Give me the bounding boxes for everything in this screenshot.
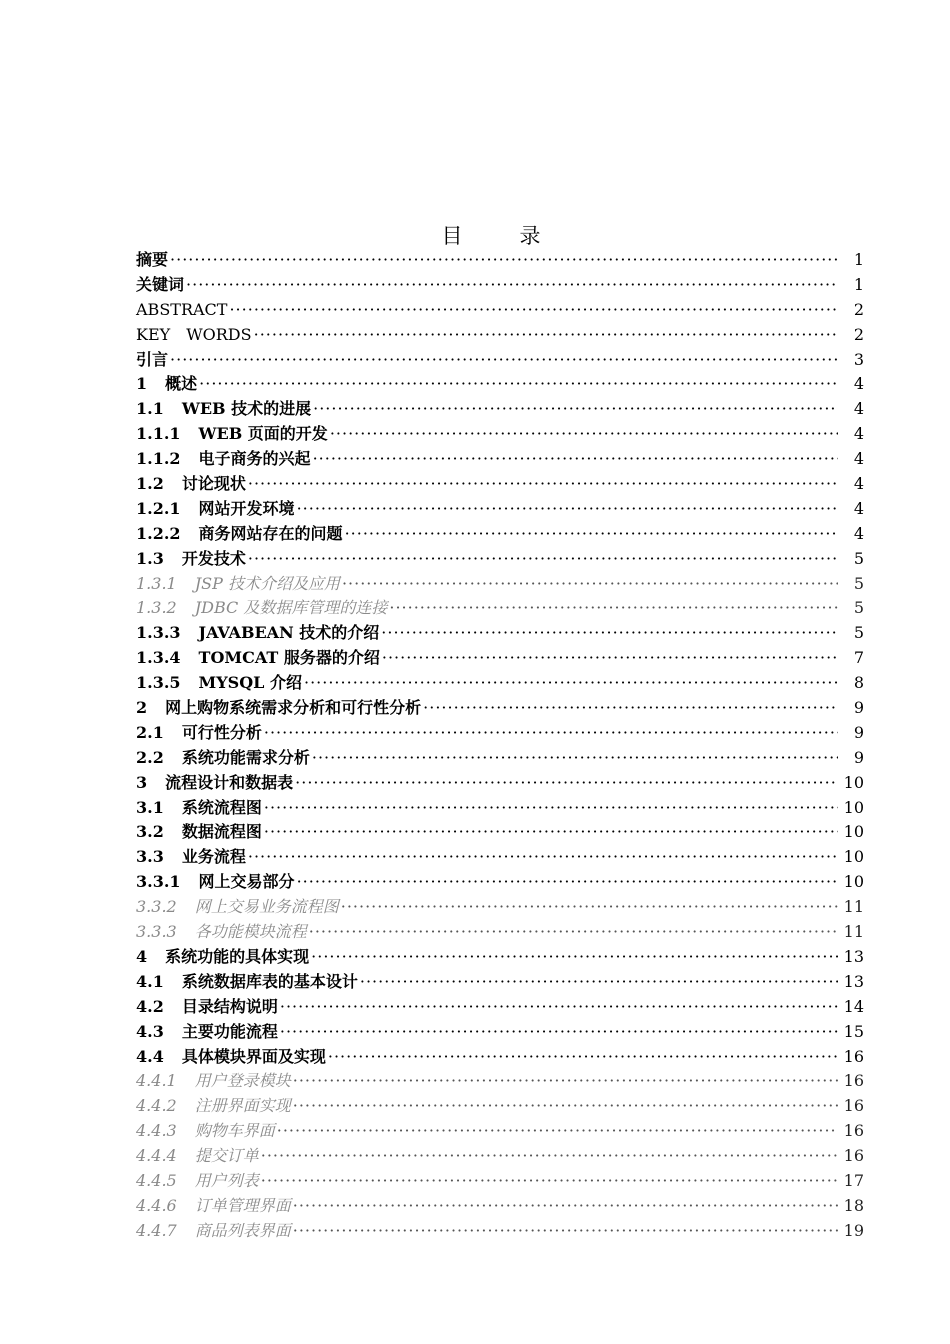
- toc-entry-number: 1.3.3: [136, 623, 181, 643]
- toc-leader-dots: [423, 696, 838, 721]
- toc-entry-number: 2.1: [136, 722, 164, 742]
- toc-entry-page-number: 2: [853, 324, 864, 344]
- toc-leader-dots: [293, 1194, 838, 1219]
- toc-entry-label: 引言: [136, 349, 169, 369]
- toc-leader-dots: [280, 995, 838, 1020]
- toc-entry-number: 3.3.3: [136, 922, 177, 942]
- toc-entry-number: 4.4.6: [136, 1195, 177, 1215]
- toc-entry-label: WEB 页面的开发: [198, 424, 328, 444]
- toc-entry-label: 网上交易业务流程图: [194, 897, 339, 917]
- toc-entry-number: 1: [136, 374, 148, 394]
- toc-leader-dots: [186, 273, 838, 298]
- toc-leader-dots: [341, 895, 838, 920]
- toc-leader-dots: [381, 621, 838, 646]
- toc-entry-page-number: 9: [853, 722, 864, 742]
- toc-entry-page-number: 1: [853, 274, 864, 294]
- toc-entry-label: 开发技术: [181, 548, 246, 568]
- toc-entry-page-number: 14: [843, 996, 864, 1016]
- toc-leader-dots: [313, 397, 838, 422]
- toc-entry-page-number: 4: [853, 424, 864, 444]
- toc-entry-page-number: 15: [843, 1021, 864, 1041]
- toc-entry-page-number: 10: [843, 847, 864, 867]
- toc-entry[interactable]: [136, 646, 864, 671]
- toc-entry-page-number: 4: [853, 399, 864, 419]
- toc-entry-page-number: 8: [853, 673, 864, 693]
- toc-leader-dots: [309, 920, 838, 945]
- toc-entry-page-number: 3: [853, 349, 864, 369]
- toc-entry-label: 网上交易部分: [198, 872, 295, 892]
- toc-entry-label: MYSQL 介绍: [198, 673, 302, 693]
- toc-leader-dots: [248, 845, 838, 870]
- toc-entry[interactable]: [136, 497, 864, 522]
- toc-leader-dots: [328, 1045, 838, 1070]
- toc-entry-number: 1.3.2: [136, 598, 177, 618]
- toc-entry-label: 业务流程: [181, 847, 246, 867]
- toc-leader-dots: [199, 372, 838, 397]
- toc-entry-label: 订单管理界面: [194, 1195, 291, 1215]
- toc-entry-page-number: 5: [853, 548, 864, 568]
- toc-entry-page-number: 1: [853, 250, 864, 269]
- toc-entry-number: 1.3: [136, 548, 164, 568]
- toc-leader-dots: [248, 547, 838, 572]
- toc-entry-page-number: 2: [853, 299, 864, 319]
- toc-entry-page-number: 16: [843, 1071, 864, 1091]
- toc-leader-dots: [293, 1069, 838, 1094]
- toc-entry-number: 4.1: [136, 971, 164, 991]
- toc-entry[interactable]: [136, 323, 864, 348]
- toc-entry-label: 讨论现状: [181, 474, 246, 494]
- toc-entry[interactable]: [136, 596, 864, 621]
- toc-entry-page-number: 16: [843, 1146, 864, 1166]
- toc-entry[interactable]: [136, 845, 864, 870]
- toc-entry[interactable]: [136, 1020, 864, 1045]
- toc-entry[interactable]: [136, 372, 864, 397]
- toc-entry-number: 3.3: [136, 847, 164, 867]
- toc-entry-page-number: 4: [853, 523, 864, 543]
- toc-entry-page-number: 10: [843, 772, 864, 792]
- toc-entry[interactable]: [136, 895, 864, 920]
- toc-entry-label: 关键词: [136, 274, 185, 294]
- toc-entry-label: 流程设计和数据表: [165, 772, 294, 792]
- toc-leader-dots: [389, 596, 838, 621]
- toc-leader-dots: [170, 348, 838, 373]
- toc-entry-number: 1.1.1: [136, 424, 181, 444]
- toc-entry-label: 用户登录模块: [194, 1071, 291, 1091]
- toc-entry-page-number: 11: [843, 897, 864, 917]
- toc-entry-label: JDBC 及数据库管理的连接: [194, 598, 388, 618]
- toc-entry-number: 4: [136, 946, 148, 966]
- toc-entry[interactable]: [136, 298, 864, 323]
- toc-entry[interactable]: [136, 348, 864, 373]
- toc-entry-number: 1.1.2: [136, 449, 181, 469]
- toc-leader-dots: [293, 1094, 838, 1119]
- toc-entry[interactable]: [136, 995, 864, 1020]
- toc-leader-dots: [264, 721, 838, 746]
- toc-entry-page-number: 7: [853, 648, 864, 668]
- toc-leader-dots: [254, 323, 838, 348]
- toc-entry-page-number: 13: [843, 971, 864, 991]
- toc-entry[interactable]: [136, 422, 864, 447]
- toc-entry-page-number: 10: [843, 872, 864, 892]
- toc-entry[interactable]: [136, 273, 864, 298]
- toc-entry-number: 4.4.5: [136, 1170, 177, 1190]
- toc-entry[interactable]: [136, 696, 864, 721]
- toc-entry[interactable]: [136, 945, 864, 970]
- toc-leader-dots: [313, 447, 838, 472]
- toc-entry-page-number: 19: [843, 1220, 864, 1240]
- toc-entry-page-number: 10: [843, 822, 864, 842]
- toc-entry-number: 1.2.1: [136, 498, 181, 518]
- toc-entry[interactable]: [136, 1194, 864, 1219]
- toc-entry-number: 4.4.4: [136, 1146, 177, 1166]
- toc-entry-number: 3.2: [136, 822, 164, 842]
- toc-entry-number: 4.2: [136, 996, 164, 1016]
- toc-entry[interactable]: [136, 248, 864, 273]
- toc-entry[interactable]: [136, 796, 864, 821]
- toc-leader-dots: [264, 796, 838, 821]
- toc-entry[interactable]: [136, 547, 864, 572]
- toc-entry-label: TOMCAT 服务器的介绍: [198, 648, 380, 668]
- toc-entry[interactable]: [136, 771, 864, 796]
- toc-leader-dots: [297, 870, 838, 895]
- toc-entry[interactable]: [136, 621, 864, 646]
- toc-entry-label: 主要功能流程: [181, 1021, 278, 1041]
- toc-entry-label: JAVABEAN 技术的介绍: [198, 623, 380, 643]
- toc-leader-dots: [330, 422, 838, 447]
- toc-leader-dots: [277, 1119, 838, 1144]
- toc-entry-label: KEY WORDS: [136, 324, 252, 344]
- toc-leader-dots: [304, 671, 838, 696]
- toc-entry-label: 各功能模块流程: [194, 922, 307, 942]
- toc-entry-label: 电子商务的兴起: [198, 449, 311, 469]
- toc-leader-dots: [261, 1144, 838, 1169]
- toc-entry-number: 4.3: [136, 1021, 164, 1041]
- toc-entry-label: 系统功能需求分析: [181, 747, 310, 767]
- toc-entry-page-number: 9: [853, 698, 864, 718]
- toc-entry[interactable]: [136, 920, 864, 945]
- toc-leader-dots: [312, 746, 838, 771]
- table-of-contents: [136, 248, 864, 1244]
- toc-leader-dots: [293, 1219, 838, 1244]
- toc-leader-dots: [345, 522, 838, 547]
- toc-entry[interactable]: [136, 870, 864, 895]
- toc-entry-page-number: 17: [843, 1170, 864, 1190]
- toc-entry-label: 概述: [165, 374, 198, 394]
- toc-leader-dots: [170, 248, 838, 273]
- toc-entry-number: 1.3.1: [136, 573, 177, 593]
- toc-entry[interactable]: [136, 1045, 864, 1070]
- toc-entry-page-number: 5: [853, 573, 864, 593]
- toc-leader-dots: [261, 1169, 838, 1194]
- toc-leader-dots: [295, 771, 838, 796]
- toc-entry[interactable]: [136, 721, 864, 746]
- toc-entry[interactable]: [136, 1094, 864, 1119]
- toc-entry[interactable]: [136, 970, 864, 995]
- toc-entry-label: WEB 技术的进展: [181, 399, 312, 419]
- toc-entry-number: 4.4.2: [136, 1096, 177, 1116]
- toc-leader-dots: [264, 820, 838, 845]
- toc-entry-page-number: 9: [853, 747, 864, 767]
- toc-entry[interactable]: [136, 397, 864, 422]
- toc-entry-label: 系统数据库表的基本设计: [181, 971, 358, 991]
- toc-entry[interactable]: [136, 1169, 864, 1194]
- toc-leader-dots: [342, 572, 838, 597]
- toc-entry-number: 3.1: [136, 797, 164, 817]
- toc-entry[interactable]: [136, 1119, 864, 1144]
- toc-entry-number: 1.3.4: [136, 648, 181, 668]
- toc-entry-number: 3.3.1: [136, 872, 181, 892]
- toc-entry-label: 数据流程图: [181, 822, 262, 842]
- toc-entry-label: ABSTRACT: [136, 299, 228, 319]
- toc-entry-label: 提交订单: [194, 1146, 259, 1166]
- toc-entry-number: 2: [136, 698, 148, 718]
- toc-leader-dots: [248, 472, 838, 497]
- toc-entry[interactable]: [136, 572, 864, 597]
- toc-entry-page-number: 5: [853, 598, 864, 618]
- toc-entry[interactable]: [136, 472, 864, 497]
- toc-entry[interactable]: [136, 746, 864, 771]
- toc-entry-label: 商务网站存在的问题: [198, 523, 343, 543]
- toc-entry-number: 1.2: [136, 474, 164, 494]
- toc-entry-number: 4.4.7: [136, 1220, 177, 1240]
- toc-entry-page-number: 5: [853, 623, 864, 643]
- toc-entry-label: JSP 技术介绍及应用: [194, 573, 340, 593]
- toc-entry-label: 注册界面实现: [194, 1096, 291, 1116]
- toc-entry-number: 4.4.1: [136, 1071, 177, 1091]
- toc-entry[interactable]: [136, 1069, 864, 1094]
- toc-entry-label: 网上购物系统需求分析和可行性分析: [165, 698, 422, 718]
- toc-entry-label: 具体模块界面及实现: [181, 1046, 326, 1066]
- toc-entry-page-number: 16: [843, 1121, 864, 1141]
- toc-entry-page-number: 10: [843, 797, 864, 817]
- toc-entry-page-number: 4: [853, 374, 864, 394]
- toc-entry-page-number: 11: [843, 922, 864, 942]
- toc-entry[interactable]: [136, 522, 864, 547]
- toc-leader-dots: [297, 497, 838, 522]
- toc-entry-page-number: 4: [853, 449, 864, 469]
- toc-entry-number: 4.4: [136, 1046, 164, 1066]
- toc-entry[interactable]: [136, 820, 864, 845]
- toc-entry-number: 4.4.3: [136, 1121, 177, 1141]
- toc-leader-dots: [382, 646, 838, 671]
- toc-entry-label: 可行性分析: [181, 722, 262, 742]
- toc-leader-dots: [280, 1020, 838, 1045]
- toc-entry-page-number: 16: [843, 1096, 864, 1116]
- toc-entry[interactable]: [136, 671, 864, 696]
- toc-leader-dots: [360, 970, 838, 995]
- toc-entry-page-number: 13: [843, 946, 864, 966]
- toc-entry-label: 用户列表: [194, 1170, 259, 1190]
- toc-entry-number: 1.3.5: [136, 673, 181, 693]
- toc-leader-dots: [311, 945, 838, 970]
- toc-entry-label: 商品列表界面: [194, 1220, 291, 1240]
- toc-entry-number: 2.2: [136, 747, 164, 767]
- toc-entry[interactable]: [136, 1144, 864, 1169]
- toc-entry[interactable]: [136, 1219, 864, 1244]
- toc-entry-label: 系统流程图: [181, 797, 262, 817]
- toc-entry-number: 3.3.2: [136, 897, 177, 917]
- toc-entry-page-number: 4: [853, 498, 864, 518]
- toc-entry-number: 1.1: [136, 399, 164, 419]
- toc-entry-number: 3: [136, 772, 148, 792]
- toc-entry-number: 1.2.2: [136, 523, 181, 543]
- toc-entry[interactable]: [136, 447, 864, 472]
- toc-leader-dots: [229, 298, 838, 323]
- toc-entry-label: 网站开发环境: [198, 498, 295, 518]
- toc-entry-page-number: 18: [843, 1195, 864, 1215]
- toc-entry-page-number: 4: [853, 474, 864, 494]
- toc-entry-label: 摘要: [136, 250, 169, 269]
- toc-entry-label: 购物车界面: [194, 1121, 275, 1141]
- toc-entry-label: 目录结构说明: [181, 996, 278, 1016]
- page-title: 目 录: [441, 224, 559, 248]
- toc-entry-label: 系统功能的具体实现: [165, 946, 310, 966]
- toc-entry-page-number: 16: [843, 1046, 864, 1066]
